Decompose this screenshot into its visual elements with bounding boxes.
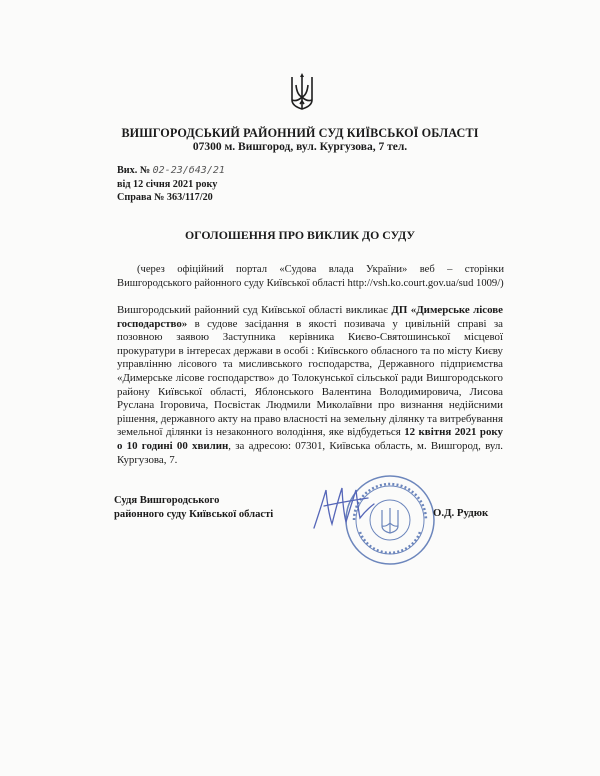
hearing-datetime: 12 квітня 2021 року о 10 годині 00 хвилин: [117, 426, 503, 452]
date-line: від 12 січня 2021 року: [117, 179, 218, 190]
publication-note-line-1: (через офіційний портал «Судова влада України» веб – сторінки: [137, 264, 504, 275]
body-middle: в судове засідання в якості позивача у цивільній справі за позовною заявою Заступника керівника Києво-Святошинської місцевої прокуратури в інтересах держави в особі : Київського обласного та по місту Києву управлінню лісового та мисливського господарства, Державного підприємства «Димерське лісове господарство» до Толокунської сільської ради Вишгородського району Київської області, Яблонського Валентина Володимировича, Лисова Руслана Ігоровича, Посвістак Людмили Миколаївни про визнання недійсними рішення, державного акту на право власності на земельну ділянку та витребування земельної ділянки із незаконного володіння, яке відбудеться: [117, 317, 503, 439]
notice-title: ОГОЛОШЕННЯ ПРО ВИКЛИК ДО СУДУ: [184, 228, 416, 242]
defendant-name: ДП «Димерське лісове господарство»: [117, 304, 503, 330]
body-end: , за адресою: 07301, Київська область, м. Вишгород, вул. Кургузова, 7.: [117, 439, 503, 466]
judge-role-line-2: районного суду Київської області: [114, 509, 274, 520]
court-address: 07300 м. Вишгород, вул. Кургузова, 7 тел.: [192, 141, 408, 153]
judge-name: О.Д. Рудюк: [433, 507, 489, 519]
outgoing-number-line: [117, 165, 225, 176]
body-start: Вишгородський районний суд Київської області викликає: [117, 304, 392, 316]
court-name: ВИШГОРОДСЬКИЙ РАЙОННИЙ СУД КИЇВСЬКОЇ ОБЛАСТІ: [121, 126, 479, 140]
judge-role-line-1: Судя Вишгородського: [114, 495, 220, 506]
case-number: Справа № 363/117/20: [117, 192, 213, 203]
outgoing-label: Вих. №: [117, 165, 151, 176]
notice-body: [117, 304, 503, 467]
outgoing-number: 02-23/б43/21: [152, 165, 225, 176]
trident-emblem-icon: [289, 73, 315, 113]
judge-role: [114, 494, 273, 522]
publication-note: [117, 263, 504, 290]
judge-signature-icon: [312, 484, 380, 530]
publication-note-line-2: Вишгородського районного суду Київської області http://vsh.ko.court.gov.ua/sud 1009/): [117, 277, 504, 289]
